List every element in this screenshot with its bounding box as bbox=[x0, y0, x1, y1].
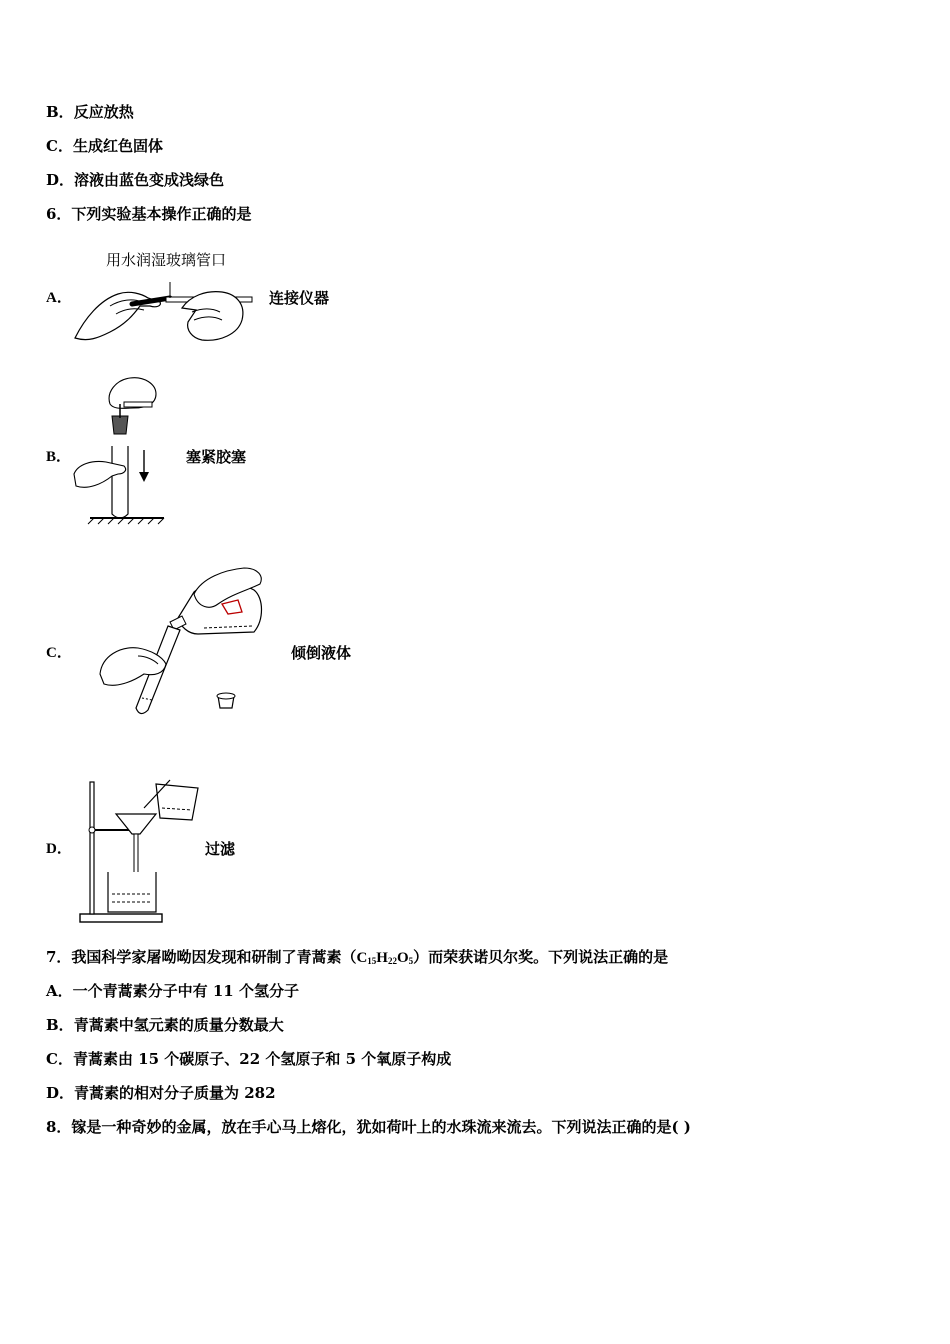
q7-option-a bbox=[46, 981, 299, 1001]
q7-stem-prefix: 7．我国科学家屠呦呦因发现和研制了青蒿素（ bbox=[46, 948, 357, 966]
q5-option-c bbox=[46, 136, 163, 156]
q7-option-d-text: 青蒿素的相对分子质量为 282 bbox=[74, 1084, 276, 1102]
q7-stem bbox=[46, 947, 668, 971]
q5-option-c-label: C． bbox=[46, 137, 73, 155]
q7-option-c-text: 青蒿素由 15 个碳原子、22 个氢原子和 5 个氧原子构成 bbox=[72, 1050, 452, 1068]
q5-option-b bbox=[46, 102, 134, 122]
q6-option-c-label: C． bbox=[46, 645, 72, 661]
q7-option-c bbox=[46, 1049, 451, 1069]
q7-option-a-label: A． bbox=[46, 982, 73, 1000]
formula-o: O bbox=[396, 950, 409, 966]
q6-option-a-label: A． bbox=[46, 290, 72, 306]
q7-option-d bbox=[46, 1083, 276, 1103]
filtration-figure bbox=[74, 778, 208, 928]
formula-h-sub: 22 bbox=[387, 956, 397, 966]
q5-option-d-text: 溶液由蓝色变成浅绿色 bbox=[74, 171, 225, 189]
formula-h: H bbox=[376, 950, 388, 966]
q7-stem-suffix: ）而荣获诺贝尔奖。下列说法正确的是 bbox=[413, 948, 669, 966]
stopper-insert-figure bbox=[72, 374, 172, 526]
q5-option-d-label: D． bbox=[46, 171, 75, 189]
q5-option-b-text: 反应放热 bbox=[73, 103, 134, 121]
q8-stem: 8．镓是一种奇妙的金属，放在手心马上熔化，犹如荷叶上的水珠流来流去。下列说法正确的是( ) bbox=[46, 1118, 691, 1136]
q6-option-d-label: D． bbox=[46, 841, 72, 857]
q7-formula bbox=[356, 950, 413, 966]
connect-tube-figure bbox=[70, 268, 260, 348]
formula-o-sub: 5 bbox=[408, 956, 414, 966]
q6-option-c-text: 倾倒液体 bbox=[291, 644, 352, 662]
q6-option-a-caption: 用水润湿玻璃管口 bbox=[106, 251, 227, 269]
q7-option-b-label: B． bbox=[46, 1016, 74, 1034]
q7-option-b bbox=[46, 1015, 284, 1035]
q6-option-b-text: 塞紧胶塞 bbox=[186, 448, 247, 466]
pour-liquid-figure bbox=[98, 564, 268, 720]
q7-option-b-text: 青蒿素中氢元素的质量分数最大 bbox=[73, 1016, 284, 1034]
q6-option-a-text: 连接仪器 bbox=[269, 289, 330, 307]
q7-option-d-label: D． bbox=[46, 1084, 75, 1102]
q7-option-a-text: 一个青蒿素分子中有 11 个氢分子 bbox=[72, 982, 299, 1000]
q5-option-d bbox=[46, 170, 224, 190]
formula-c: C bbox=[356, 950, 368, 966]
formula-c-sub: 15 bbox=[367, 956, 377, 966]
q6-option-d-text: 过滤 bbox=[205, 840, 236, 858]
q7-option-c-label: C． bbox=[46, 1050, 73, 1068]
q5-option-c-text: 生成红色固体 bbox=[72, 137, 163, 155]
q6-option-b-label: B． bbox=[46, 449, 72, 465]
q6-stem: 6．下列实验基本操作正确的是 bbox=[46, 205, 252, 223]
q5-option-b-label: B． bbox=[46, 103, 74, 121]
